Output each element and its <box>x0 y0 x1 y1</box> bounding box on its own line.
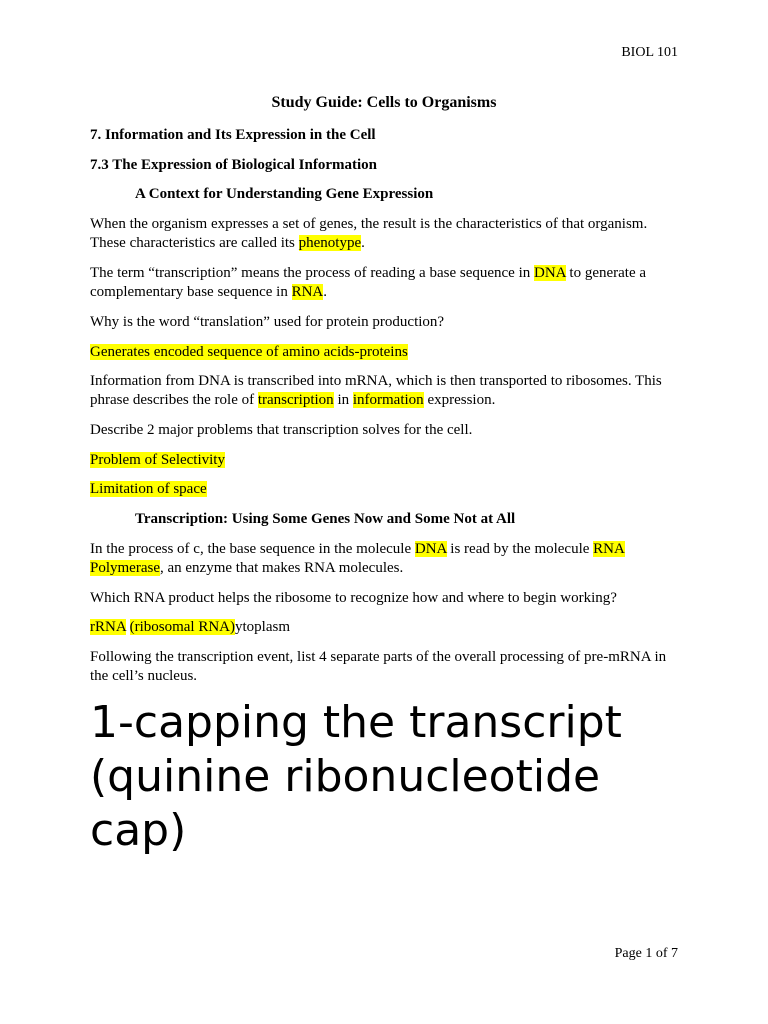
page-title: Study Guide: Cells to Organisms <box>271 94 497 111</box>
section-heading: 7. Information and Its Expression in the Cell <box>90 127 376 143</box>
course-code: BIOL 101 <box>621 45 678 60</box>
paragraph-phenotype <box>90 215 678 253</box>
highlighted-answer: Generates encoded sequence of amino acids-proteins <box>90 344 408 360</box>
answer-space <box>90 480 678 499</box>
paragraph-text: In the process of c, the base sequence in the molecule <box>90 541 415 557</box>
answer-translation <box>90 343 678 362</box>
paragraph-text: is read by the molecule <box>446 541 594 557</box>
highlighted-term: transcription <box>257 392 334 408</box>
topic-heading-context: A Context for Understanding Gene Expression <box>135 186 434 202</box>
highlighted-answer: Limitation of space <box>90 481 207 497</box>
answer-text: ytoplasm <box>235 619 290 635</box>
topic-heading-transcription: Transcription: Using Some Genes Now and Some Not at All <box>135 511 516 527</box>
paragraph-text: to generate a complementary base sequence in <box>90 265 647 300</box>
paragraph-text: . <box>323 284 328 300</box>
highlighted-answer: rRNA <box>90 619 126 635</box>
paragraph-text: When the organism expresses a set of genes, the result is the characteristics of that organism. These characteristics are called its <box>90 216 648 251</box>
paragraph-mrna <box>90 372 678 410</box>
highlighted-term: information <box>352 392 424 408</box>
highlighted-term: DNA <box>414 541 447 557</box>
highlighted-term: RNA Polymerase <box>90 541 625 576</box>
highlighted-term: RNA <box>291 284 324 300</box>
question-processing: Following the transcription event, list 4 separate parts of the overall processing of pre-mRNA in the cell’s nucleus. <box>90 649 667 684</box>
answer-selectivity <box>90 451 678 470</box>
paragraph-text: in <box>333 392 353 408</box>
subsection-heading: 7.3 The Expression of Biological Information <box>90 157 377 173</box>
paragraph-text: Information from DNA is transcribed into mRNA, which is then transported to ribosomes. This phrase describes the role of <box>90 373 662 408</box>
large-answer-text: 1-capping the transcript (quinine ribonucleotide cap) <box>90 697 622 856</box>
paragraph-text: The term “transcription” means the process of reading a base sequence in <box>90 265 534 281</box>
highlighted-term: phenotype <box>298 235 362 251</box>
question-problems: Describe 2 major problems that transcription solves for the cell. <box>90 422 473 438</box>
answer-rrna <box>90 618 678 637</box>
paragraph-text: . <box>361 235 365 251</box>
paragraph-text: , an enzyme that makes RNA molecules. <box>159 560 404 576</box>
question-ribosome: Which RNA product helps the ribosome to recognize how and where to begin working? <box>90 590 617 606</box>
question-translation: Why is the word “translation” used for protein production? <box>90 314 445 330</box>
page-number: Page 1 of 7 <box>614 946 678 961</box>
paragraph-rna-polymerase <box>90 540 678 578</box>
document-page <box>90 0 678 1024</box>
paragraph-transcription-term <box>90 264 678 302</box>
paragraph-text: expression. <box>423 392 496 408</box>
highlighted-answer: Problem of Selectivity <box>90 452 225 468</box>
highlighted-term: DNA <box>534 265 566 281</box>
highlighted-answer: (ribosomal RNA) <box>129 619 235 635</box>
